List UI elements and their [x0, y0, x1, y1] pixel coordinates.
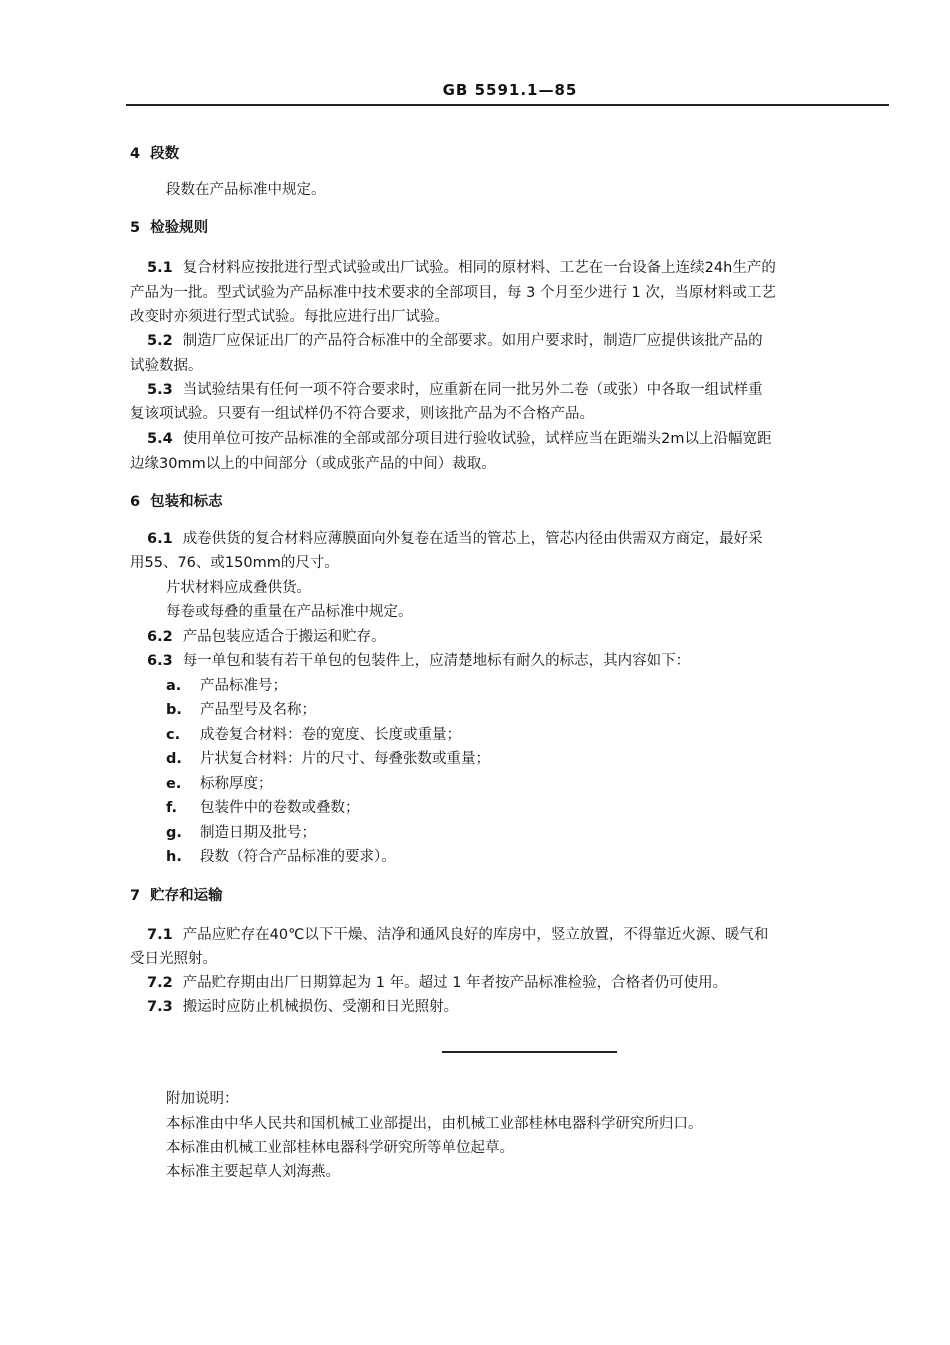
- clause-5-3-line-2: 复该项试验。只要有一组试样仍不符合要求，则该批产品为不合格产品。: [130, 406, 594, 422]
- clause-6-1-line-1: 6.1 成卷供货的复合材料应薄膜面向外复卷在适当的管芯上，管芯内径由供需双方商定，最好采: [147, 531, 763, 547]
- appendix-line: 本标准主要起草人刘海燕。: [166, 1164, 340, 1180]
- clause-7-3: 7.3 搬运时应防止机械损伤、受潮和日光照射。: [147, 999, 459, 1015]
- appendix-line: 本标准由中华人民共和国机械工业部提出，由机械工业部桂林电器科学研究所归口。: [166, 1116, 703, 1132]
- clause-5-4-line-2: 边缘30mm以上的中间部分（或成张产品的中间）裁取。: [130, 456, 496, 472]
- clause-6-1-line-3: 片状材料应成叠供货。: [166, 580, 311, 596]
- section-5-heading: 5 检验规则: [130, 220, 209, 236]
- clause-5-1-line-2: 产品为一批。型式试验为产品标准中技术要求的全部项目，每 3 个月至少进行 1 次，当原材料或工艺: [130, 285, 776, 301]
- clause-5-2-line-1: 5.2 制造厂应保证出厂的产品符合标准中的全部要求。如用户要求时，制造厂应提供该批产品的: [147, 333, 763, 349]
- list-item: d. 片状复合材料：片的尺寸、每叠张数或重量；: [166, 751, 490, 767]
- list-item: a. 产品标准号；: [166, 678, 287, 694]
- clause-6-2: 6.2 产品包装应适合于搬运和贮存。: [147, 629, 386, 645]
- clause-5-3-line-1: 5.3 当试验结果有任何一项不符合要求时，应重新在同一批另外二卷（或张）中各取一组试样重: [147, 382, 763, 398]
- clause-7-1-line-2: 受日光照射。: [130, 951, 217, 967]
- list-item: b. 产品型号及名称；: [166, 702, 316, 718]
- standard-code: GB 5591.1—85: [442, 81, 578, 99]
- section-7-heading: 7 贮存和运输: [130, 888, 223, 904]
- appendix-title: 附加说明：: [166, 1091, 239, 1107]
- section-6-heading: 6 包装和标志: [130, 494, 223, 510]
- clause-5-1-line-1: 5.1 复合材料应按批进行型式试验或出厂试验。相同的原材料、工艺在一台设备上连续24h生产的: [147, 260, 776, 276]
- clause-5-1-line-3: 改变时亦须进行型式试验。每批应进行出厂试验。: [130, 309, 449, 325]
- list-item: g. 制造日期及批号；: [166, 825, 316, 841]
- clause-7-2: 7.2 产品贮存期由出厂日期算起为 1 年。超过 1 年者按产品标准检验，合格者仍可使用。: [147, 975, 728, 991]
- clause-6-1-line-4: 每卷或每叠的重量在产品标准中规定。: [166, 604, 413, 620]
- appendix-line: 本标准由机械工业部桂林电器科学研究所等单位起草。: [166, 1140, 514, 1156]
- clause-6-1-line-2: 用55、76、或150mm的尺寸。: [130, 555, 339, 571]
- header-rule: [126, 104, 889, 106]
- list-item: e. 标称厚度；: [166, 776, 273, 792]
- clause-7-1-line-1: 7.1 产品应贮存在40℃以下干燥、洁净和通风良好的库房中，竖立放置，不得靠近火源、暖气和: [147, 927, 769, 943]
- list-item: h. 段数（符合产品标准的要求）。: [166, 849, 396, 865]
- section-4-body: 段数在产品标准中规定。: [166, 182, 326, 198]
- list-item: f. 包装件中的卷数或叠数；: [166, 800, 360, 816]
- list-item: c. 成卷复合材料：卷的宽度、长度或重量；: [166, 727, 461, 743]
- clause-5-2-line-2: 试验数据。: [130, 358, 203, 374]
- end-rule: [442, 1051, 617, 1053]
- clause-5-4-line-1: 5.4 使用单位可按产品标准的全部或部分项目进行验收试验，试样应当在距端头2m以上沿幅宽距: [147, 431, 772, 447]
- clause-6-3: 6.3 每一单包和装有若干单包的包装件上，应清楚地标有耐久的标志，其内容如下：: [147, 653, 691, 669]
- section-4-heading: 4 段数: [130, 146, 180, 162]
